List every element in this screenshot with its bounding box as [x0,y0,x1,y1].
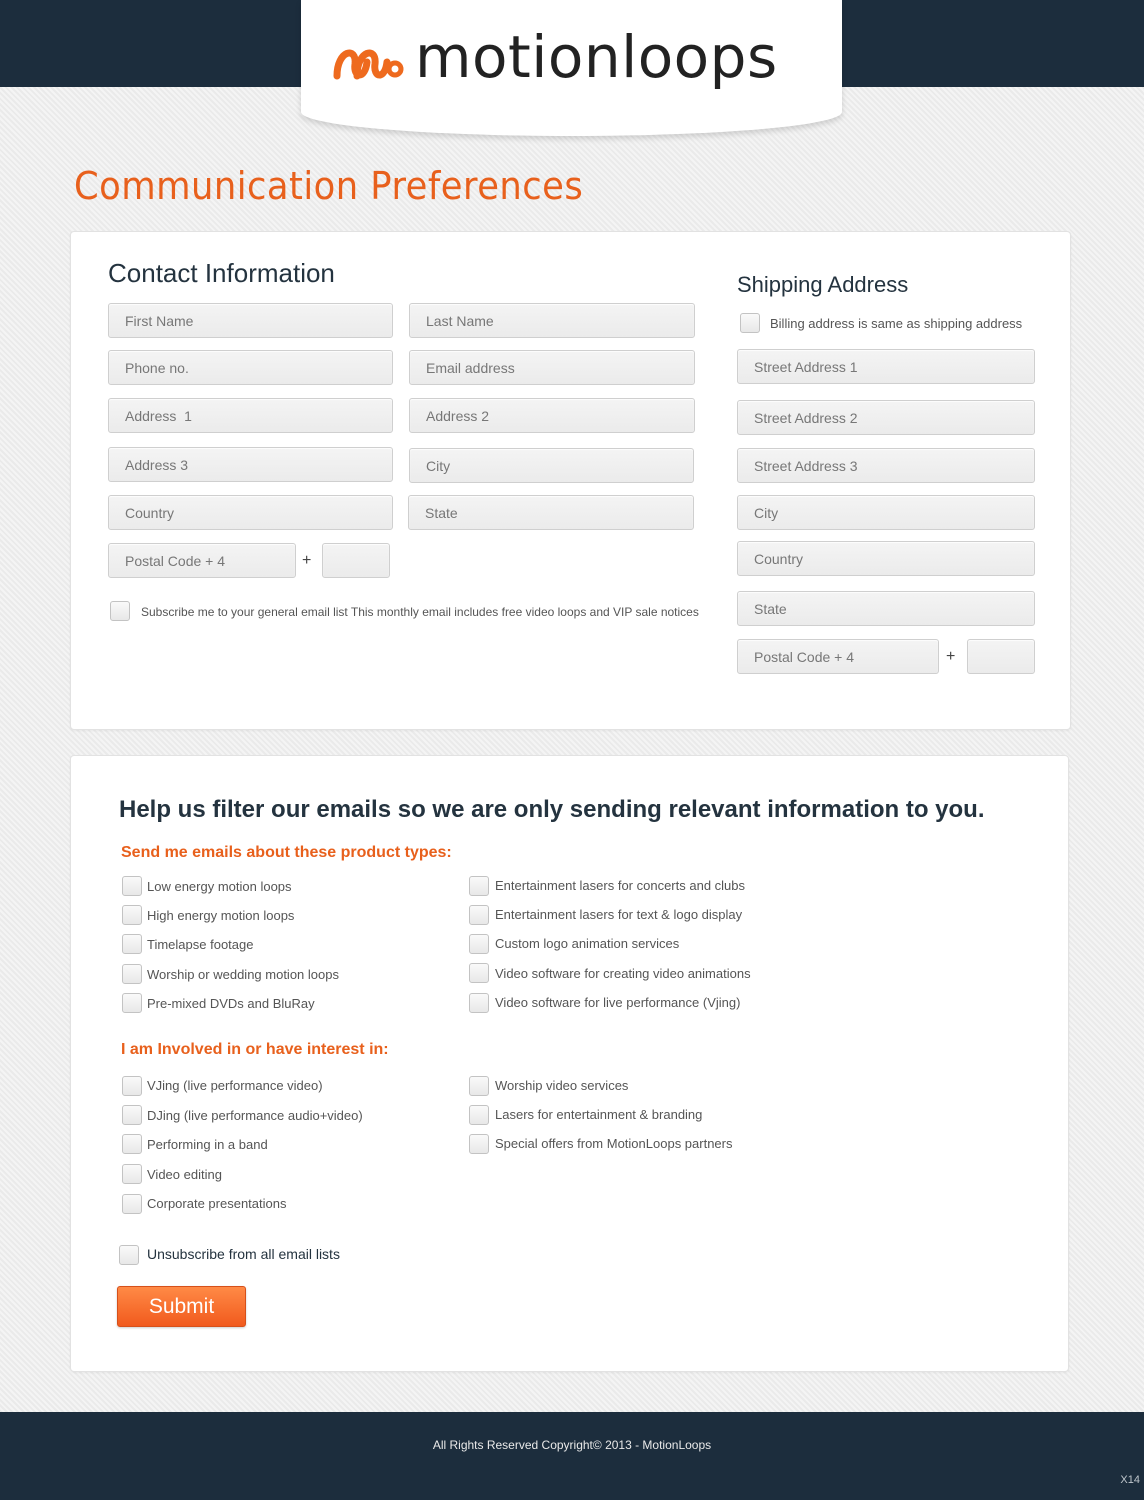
street-address2-field[interactable] [737,400,1035,435]
country-field[interactable] [108,495,393,530]
postal-plus-sign: + [302,552,312,569]
product-checkbox[interactable] [122,905,142,925]
phone-field[interactable] [108,350,393,385]
product-checkbox[interactable] [469,934,489,954]
interest-label: Special offers from MotionLoops partners [495,1136,733,1151]
email-field[interactable] [409,350,695,385]
product-checkbox[interactable] [469,905,489,925]
product-types-heading: Send me emails about these product types: [121,844,452,861]
interest-label: Worship video services [495,1078,629,1093]
interest-label: VJing (live performance video) [147,1078,323,1093]
street-address3-field[interactable] [737,448,1035,483]
address2-field[interactable] [409,398,695,433]
shipping-country-field[interactable] [737,541,1035,576]
contact-info-heading: Contact Information [108,258,335,288]
product-label: High energy motion loops [147,908,295,923]
postal-code-field[interactable] [108,543,296,578]
submit-button[interactable]: Submit [117,1286,246,1327]
filters-card [70,755,1069,1372]
interests-heading: I am Involved in or have interest in: [121,1041,389,1058]
product-label: Entertainment lasers for concerts and clubs [495,878,746,893]
product-label: Entertainment lasers for text & logo display [495,907,743,922]
interest-label: DJing (live performance audio+video) [147,1108,363,1123]
product-label: Video software for creating video animations [495,966,751,981]
footer [0,1412,1144,1500]
interest-checkbox[interactable] [122,1164,142,1184]
product-label: Low energy motion loops [147,879,292,894]
interest-checkbox[interactable] [469,1105,489,1125]
filters-help-text: Help us filter our emails so we are only sending relevant information to you. [119,796,985,823]
unsubscribe-checkbox[interactable] [119,1245,139,1265]
shipping-heading: Shipping Address [737,272,909,297]
product-label: Pre-mixed DVDs and BluRay [147,996,315,1011]
product-checkbox[interactable] [122,964,142,984]
contact-card [70,231,1071,730]
last-name-field[interactable] [409,303,695,338]
shipping-postal-field[interactable] [737,639,939,674]
product-checkbox[interactable] [469,963,489,983]
shipping-postal-extension-field[interactable] [967,639,1035,674]
address1-field[interactable] [108,398,393,433]
street-address1-field[interactable] [737,349,1035,384]
shipping-postal-plus-sign: + [946,648,956,665]
subscribe-checkbox[interactable] [110,601,130,621]
address3-field[interactable] [108,447,393,482]
product-label: Custom logo animation services [495,936,680,951]
subscribe-label: Subscribe me to your general email list This monthly email includes free video loops and VIP sale notices [141,605,699,619]
product-label: Worship or wedding motion loops [147,967,339,982]
logo-wordmark: motionloops [415,23,778,91]
interest-checkbox[interactable] [469,1134,489,1154]
same-address-label: Billing address is same as shipping address [770,316,1023,331]
shipping-city-field[interactable] [737,495,1035,530]
interest-checkbox[interactable] [122,1194,142,1214]
interest-checkbox[interactable] [469,1076,489,1096]
city-field[interactable] [409,448,694,483]
logo-icon [331,40,405,84]
product-label: Timelapse footage [147,937,254,952]
interest-checkbox[interactable] [122,1134,142,1154]
same-address-checkbox[interactable] [740,313,760,333]
interest-label: Video editing [147,1167,222,1182]
shipping-state-field[interactable] [737,591,1035,626]
state-field[interactable] [408,495,694,530]
product-checkbox[interactable] [469,876,489,896]
product-checkbox[interactable] [122,993,142,1013]
logo-tab [301,0,842,136]
product-checkbox[interactable] [469,993,489,1013]
interest-label: Performing in a band [147,1137,268,1152]
product-label: Video software for live performance (Vjing) [495,995,741,1010]
interest-checkbox[interactable] [122,1076,142,1096]
page-title: Communication Preferences [74,164,584,208]
product-checkbox[interactable] [122,876,142,896]
product-checkbox[interactable] [122,934,142,954]
footer-corner-label: X14 [1120,1474,1140,1486]
interest-label: Corporate presentations [147,1196,287,1211]
interest-label: Lasers for entertainment & branding [495,1107,703,1122]
footer-copyright: All Rights Reserved Copyright© 2013 - MotionLoops [432,1438,712,1452]
interest-checkbox[interactable] [122,1105,142,1125]
postal-extension-field[interactable] [322,543,390,578]
unsubscribe-label: Unsubscribe from all email lists [147,1246,340,1262]
first-name-field[interactable] [108,303,393,338]
